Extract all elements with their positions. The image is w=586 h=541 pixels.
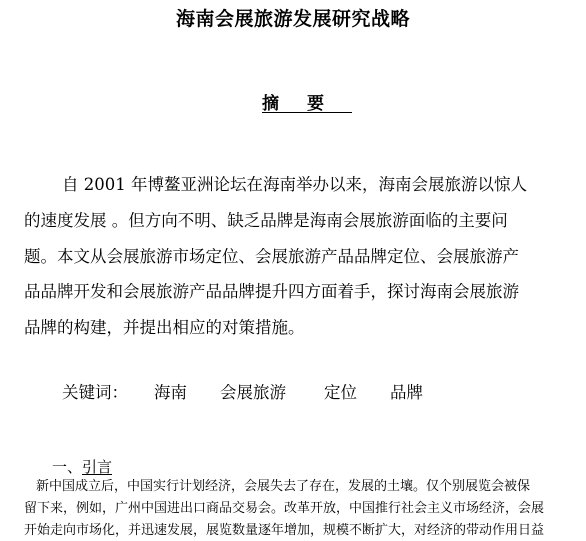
- keywords-row: [62, 381, 423, 405]
- keyword-item: 品牌: [390, 383, 423, 402]
- abstract-heading-text: 摘要: [262, 94, 352, 114]
- abstract-heading: [0, 92, 586, 116]
- keywords-label: 关键词：: [62, 383, 128, 402]
- keyword-item: 会展旅游: [220, 383, 286, 402]
- keyword-item: 定位: [324, 383, 357, 402]
- document-title: 海南会展旅游发展研究战略: [175, 8, 410, 30]
- intro-line: 新中国成立后，中国实行计划经济，会展失去了存在，发展的土壤。仅个别展览会被保: [36, 479, 531, 494]
- section-heading: [52, 456, 112, 478]
- abstract-line: 品牌的构建，并提出相应的对策措施。: [24, 318, 305, 337]
- section-number: 一、: [52, 458, 83, 476]
- intro-line: 开始走向市场化，并迅速发展，展览数量逐年增加，规模不断扩大，对经济的带动作用日益: [24, 523, 545, 538]
- abstract-line: 题。本文从会展旅游市场定位、会展旅游产品品牌定位、会展旅游产: [24, 247, 519, 266]
- intro-line: 留下来，例如，广州中国进出口商品交易会。改革开放，中国推行社会主义市场经济，会展: [24, 501, 545, 516]
- abstract-line: 的速度发展 。但方向不明、缺乏品牌是海南会展旅游面临的主要问: [24, 211, 508, 230]
- section-title: 引言: [82, 458, 113, 476]
- abstract-line: 自 2001 年博鳌亚洲论坛在海南举办以来，海南会展旅游以惊人: [62, 175, 527, 194]
- abstract-line: 品品牌开发和会展旅游产品品牌提升四方面着手，探讨海南会展旅游: [24, 282, 519, 301]
- keyword-item: 海南: [154, 383, 187, 402]
